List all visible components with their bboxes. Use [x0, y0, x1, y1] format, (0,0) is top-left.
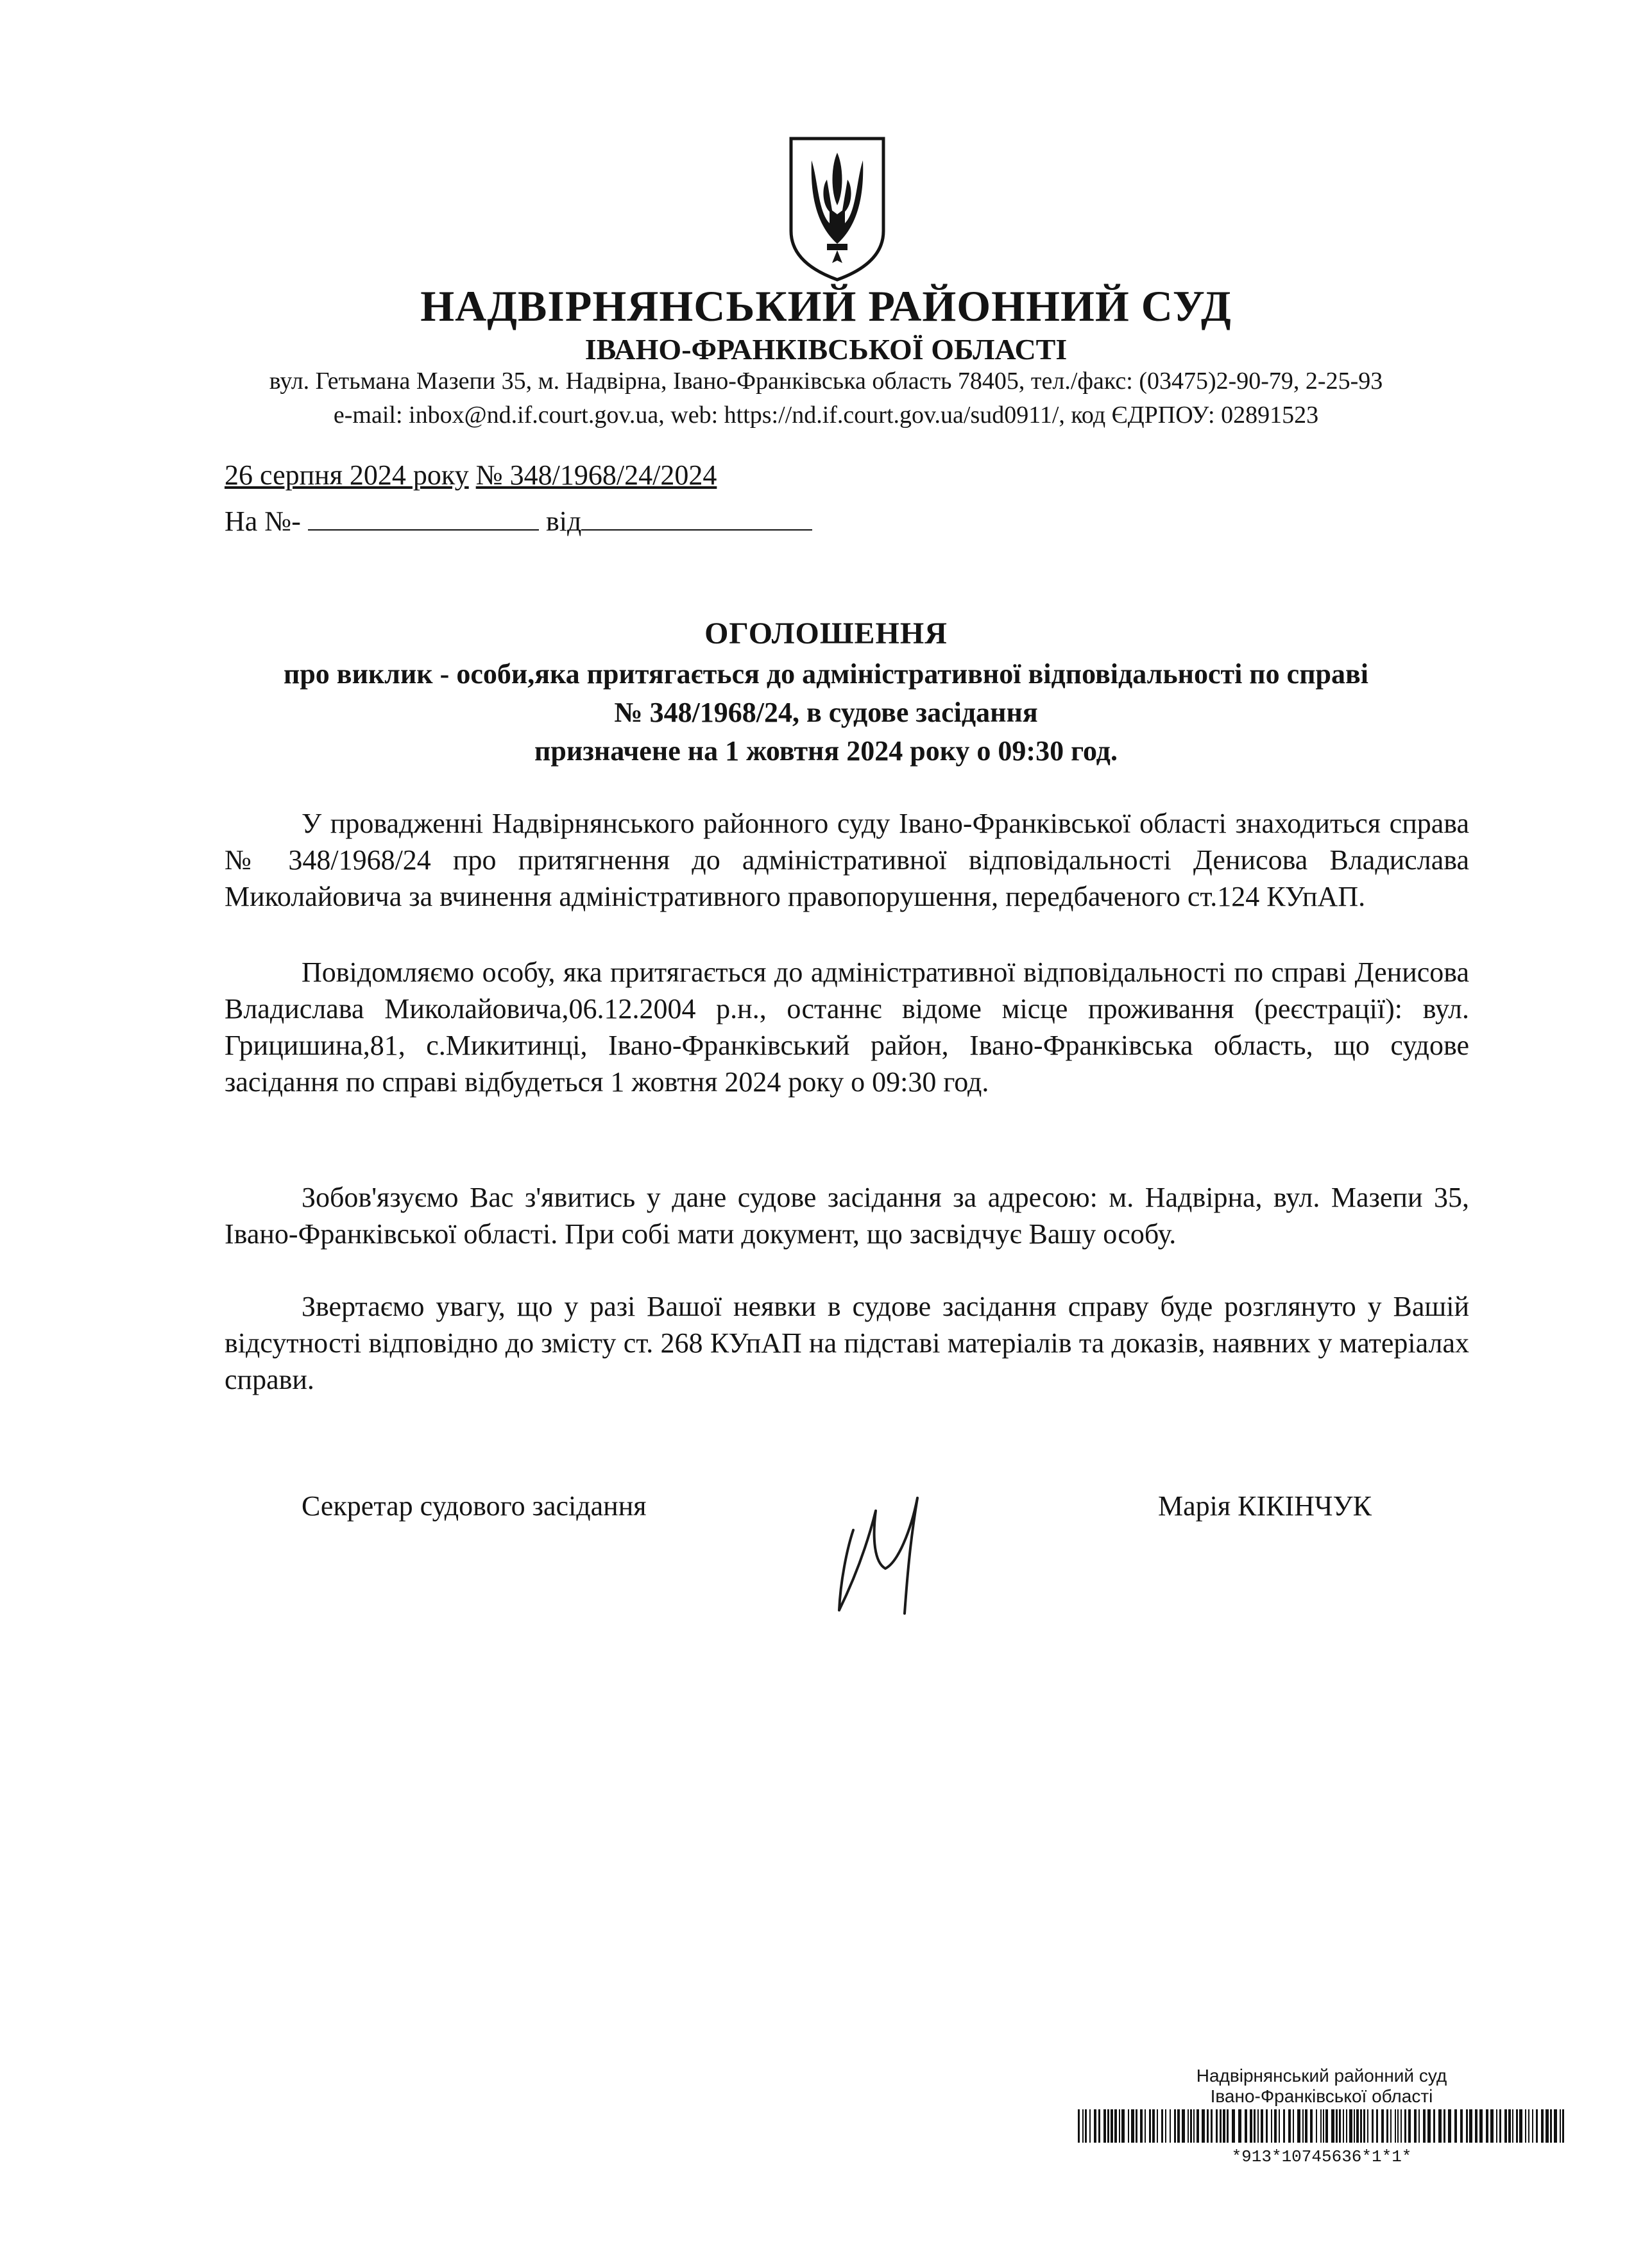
- announcement-subtitle-3: призначене на 1 жовтня 2024 року о 09:30 год.: [534, 735, 1118, 767]
- announcement-title: ОГОЛОШЕННЯ: [704, 617, 948, 651]
- stamp-court-name: Надвірнянський районний суд: [1196, 2066, 1447, 2086]
- barcode-icon: [1078, 2109, 1565, 2143]
- barcode-text: *913*10745636*1*1*: [1231, 2147, 1412, 2166]
- document-reference: [225, 459, 717, 491]
- body-paragraph-1: У провадженні Надвірнянського районного суду Івано-Франківської області знаходиться справа № 348/1968/24 про притягнення до адміністративної відповідальності Денисова Владислава Миколайовича за вчинення адміністративного правопорушення, передбаченого ст.124 КУпАП.: [225, 808, 1469, 912]
- registration-stamp: [1078, 2066, 1565, 2166]
- court-address: вул. Гетьмана Мазепи 35, м. Надвірна, Івано-Франківська область 78405, тел./факс: (03475)2-90-79, 2-25-93: [269, 368, 1383, 395]
- reply-reference: [225, 504, 812, 538]
- reply-date-blank: [581, 504, 812, 531]
- signer-name: Марія КІКІНЧУК: [1158, 1490, 1372, 1522]
- stamp-region: Івано-Франківської області: [1210, 2086, 1433, 2106]
- handwritten-signature: [815, 1472, 943, 1620]
- body-paragraph-3: Зобов'язуємо Вас з'явитись у дане судове засідання за адресою: м. Надвірна, вул. Мазепи 35, Івано-Франківської області. При собі мати документ, що засвідчує Вашу особу.: [225, 1182, 1469, 1250]
- trident-emblem-icon: [786, 135, 889, 282]
- reply-to-label: На №-: [225, 506, 301, 537]
- document-date: 26 серпня 2024 року: [225, 459, 469, 491]
- from-label: від: [545, 506, 582, 537]
- court-region: ІВАНО-ФРАНКІВСЬКОЇ ОБЛАСТІ: [584, 333, 1068, 366]
- body-paragraph-4: Звертаємо увагу, що у разі Вашої неявки в судове засідання справу буде розглянуто у Вашій відсутності відповідно до змісту ст. 268 КУпАП на підставі матеріалів та доказів, наявних у матеріалах справи.: [225, 1291, 1469, 1395]
- reply-number-blank: [308, 504, 539, 531]
- signer-title: Секретар судового засідання: [302, 1490, 647, 1522]
- document-number: № 348/1968/24/2024: [475, 459, 717, 491]
- body-paragraph-2: Повідомляємо особу, яка притягається до адміністративної відповідальності по справі Денисова Владислава Миколайовича,06.12.2004 р.н., останнє відоме місце проживання (реєстрації): вул. Грицишина,81, с.Микитинці, Івано-Франківський район, Івано-Франківська область, що судове засідання по справі відбудеться 1 жовтня 2024 року о 09:30 год.: [225, 957, 1469, 1098]
- announcement-subtitle-2: № 348/1968/24, в судове засідання: [614, 697, 1038, 728]
- announcement-subtitle-1: про виклик - особи,яка притягається до адміністративної відповідальності по справі: [283, 658, 1368, 690]
- court-name: НАДВІРНЯНСЬКИЙ РАЙОННИЙ СУД: [420, 282, 1232, 330]
- court-contacts: e-mail: inbox@nd.if.court.gov.ua, web: https://nd.if.court.gov.ua/sud0911/, код ЄДРПОУ: 02891523: [333, 402, 1319, 429]
